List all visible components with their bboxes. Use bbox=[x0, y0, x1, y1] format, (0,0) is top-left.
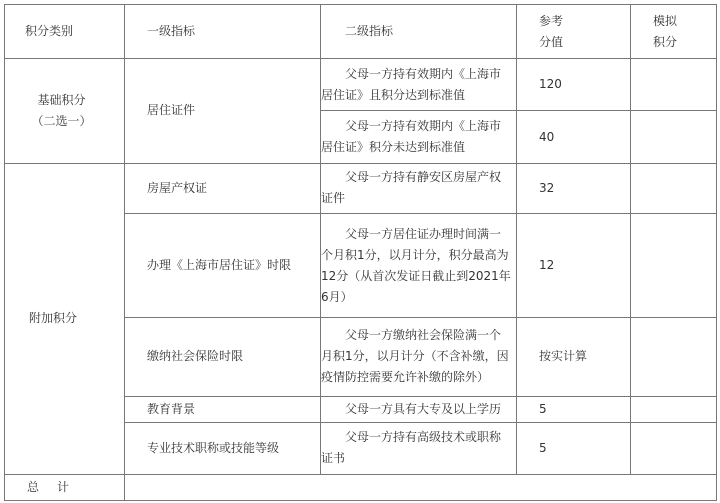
simulated-score-cell bbox=[631, 396, 717, 422]
header-row bbox=[5, 5, 717, 59]
additional-level2-cell: 父母一方居住证办理时间满一个月积1分，以月计分，积分最高为12分（从首次发证日截止到2021年6月） bbox=[321, 213, 517, 317]
additional-score-cell: 5 bbox=[517, 396, 631, 422]
table-row bbox=[5, 163, 717, 213]
basic-score-cell: 40 bbox=[517, 111, 631, 163]
additional-level2-cell: 父母一方缴纳社会保险满一个月积1分，以月计分（不含补缴，因疫情防控需要允许补缴的除外） bbox=[321, 318, 517, 396]
header-simulated-line2: 积分 bbox=[653, 34, 678, 49]
header-category: 积分类别 bbox=[5, 5, 125, 59]
simulated-score-cell bbox=[631, 213, 717, 317]
table-row bbox=[5, 59, 717, 111]
additional-level1-cell: 办理《上海市居住证》时限 bbox=[125, 213, 321, 317]
additional-score-cell: 5 bbox=[517, 422, 631, 474]
basic-score-cell: 120 bbox=[517, 59, 631, 111]
header-level1: 一级指标 bbox=[125, 5, 321, 59]
basic-level2-cell: 父母一方持有效期内《上海市居住证》积分未达到标准值 bbox=[321, 111, 517, 163]
additional-score-cell: 12 bbox=[517, 213, 631, 317]
basic-level2-cell: 父母一方持有效期内《上海市居住证》且积分达到标准值 bbox=[321, 59, 517, 111]
header-level2: 二级指标 bbox=[321, 5, 517, 59]
additional-level1-cell: 房屋产权证 bbox=[125, 163, 321, 213]
header-reference-line2: 分值 bbox=[539, 34, 564, 49]
simulated-score-cell bbox=[631, 111, 717, 163]
additional-level2-cell: 父母一方持有高级技术或职称证书 bbox=[321, 422, 517, 474]
additional-level1-cell: 缴纳社会保险时限 bbox=[125, 318, 321, 396]
additional-level1-cell: 教育背景 bbox=[125, 396, 321, 422]
simulated-score-cell bbox=[631, 318, 717, 396]
basic-category-line1: 基础积分 bbox=[37, 92, 86, 107]
additional-category-cell: 附加积分 bbox=[5, 163, 125, 474]
basic-category-cell bbox=[5, 59, 125, 163]
basic-level1-cell: 居住证件 bbox=[125, 59, 321, 163]
simulated-score-cell bbox=[631, 422, 717, 474]
additional-score-cell: 按实计算 bbox=[517, 318, 631, 396]
total-value-cell bbox=[125, 474, 717, 500]
basic-category-line2: （二选一） bbox=[31, 113, 92, 128]
header-simulated-line1: 模拟 bbox=[653, 13, 678, 28]
header-reference-line1: 参考 bbox=[539, 13, 564, 28]
header-simulated-score bbox=[631, 5, 717, 59]
additional-score-cell: 32 bbox=[517, 163, 631, 213]
points-table-container bbox=[4, 4, 716, 501]
simulated-score-cell bbox=[631, 59, 717, 111]
total-label: 总计 bbox=[5, 474, 125, 500]
points-table bbox=[4, 4, 717, 501]
additional-level1-cell: 专业技术职称或技能等级 bbox=[125, 422, 321, 474]
additional-level2-cell: 父母一方持有静安区房屋产权证件 bbox=[321, 163, 517, 213]
additional-level2-cell: 父母一方具有大专及以上学历 bbox=[321, 396, 517, 422]
header-reference-score bbox=[517, 5, 631, 59]
simulated-score-cell bbox=[631, 163, 717, 213]
total-row bbox=[5, 474, 717, 500]
